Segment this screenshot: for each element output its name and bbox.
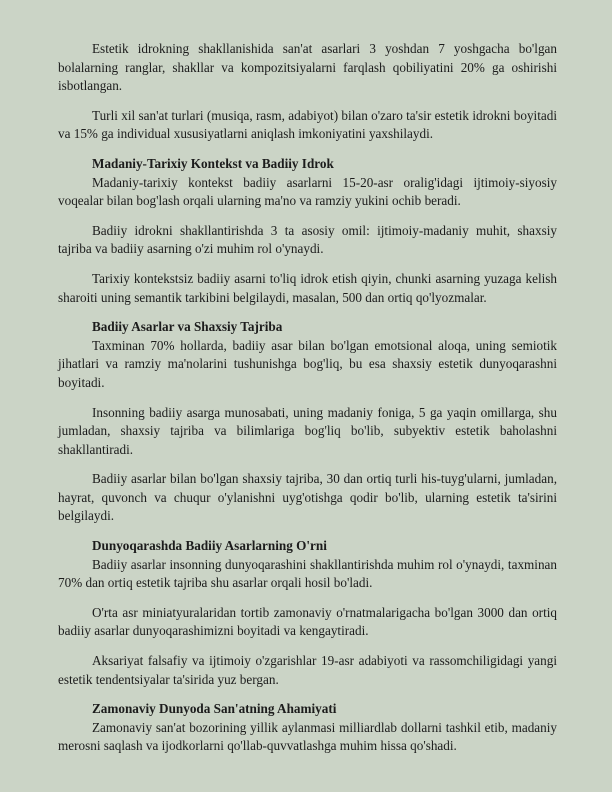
paragraph: Badiiy asarlar bilan bo'lgan shaxsiy tajriba, 30 dan ortiq turli his-tuyg'ularni, jumladan, hayrat, quvonch va chuqur o'ylanishni uyg'otishga qodir bo'lib, ularning estetik ta'sirini belgilaydi.	[58, 471, 557, 524]
paragraph: Tarixiy kontekstsiz badiiy asarni to'liq idrok etish qiyin, chunki asarning yuzaga kelish sharoiti uning semantik tarkibini belgilaydi, masalan, 500 dan ortiq qo'lyozmalar.	[58, 270, 557, 305]
paragraph: Badiiy idrokni shakllantirishda 3 ta asosiy omil: ijtimoiy-madaniy muhit, shaxsiy tajriba va badiiy asarning o'zi muhim rol o'ynaydi.	[58, 222, 557, 257]
section-heading: Dunyoqarashda Badiiy Asarlarning O'rni	[92, 538, 327, 554]
paragraph: Insonning badiiy asarga munosabati, uning madaniy foniga, 5 ga yaqin omillarga, shu jumladan, shaxsiy tajriba va bilimlariga bog'liq bo'lib, subyektiv estetik baholashni shakllantiradi.	[58, 404, 557, 457]
paragraph: O'rta asr miniatyuralaridan tortib zamonaviy o'rnatmalarigacha bo'lgan 3000 dan ortiq badiiy asarlar dunyoqarashimizni boyitadi va kengaytiradi.	[58, 604, 557, 639]
paragraph: Taxminan 70% hollarda, badiiy asar bilan bo'lgan emotsional aloqa, uning semiotik jihatlari va ramziy ma'nolarini tushunishga bog'liq, bu esa shaxsiy estetik dunyoqarashni boyitadi.	[58, 337, 557, 390]
paragraph: Estetik idrokning shakllanishida san'at asarlari 3 yoshdan 7 yoshgacha bo'lgan bolalarning ranglar, shakllar va kompozitsiyalarni farqlash qobiliyatini 20% ga oshirishi isbotlangan.	[58, 41, 557, 94]
paragraph: Madaniy-tarixiy kontekst badiiy asarlarni 15-20-asr oralig'idagi ijtimoiy-siyosiy voqealar bilan bog'lash orqali ularning ma'no va ramziy yukini ochib beradi.	[58, 174, 557, 209]
section-worldview	[58, 537, 557, 689]
section-personal-experience	[58, 318, 557, 526]
paragraph: Badiiy asarlar insonning dunyoqarashini shakllantirishda muhim rol o'ynaydi, taxminan 70% dan ortiq estetik tajriba shu asarlar orqali hosil bo'ladi.	[58, 556, 557, 591]
paragraph: Zamonaviy san'at bozorining yillik aylanmasi milliardlab dollarni tashkil etib, madaniy merosni saqlash va ijodkorlarni qo'llab-quvvatlashga muhim hissa qo'shadi.	[58, 719, 557, 754]
paragraph: Aksariyat falsafiy va ijtimoiy o'zgarishlar 19-asr adabiyoti va rassomchiligidagi yangi estetik tendentsiyalar ta'sirida yuz bergan.	[58, 653, 557, 687]
intro-section	[58, 40, 557, 144]
section-modern-art	[58, 700, 557, 756]
paragraph: Turli xil san'at turlari (musiqa, rasm, adabiyot) bilan o'zaro ta'sir estetik idrokni boyitadi va 15% ga individual xususiyatlarni aniqlash imkoniyatini yaxshilaydi.	[58, 107, 557, 142]
section-heading: Madaniy-Tarixiy Kontekst va Badiiy Idrok	[92, 155, 334, 171]
section-cultural-context	[58, 155, 557, 307]
section-heading: Zamonaviy Dunyoda San'atning Ahamiyati	[92, 701, 337, 717]
section-heading: Badiiy Asarlar va Shaxsiy Tajriba	[92, 319, 283, 335]
document-page	[58, 40, 557, 767]
